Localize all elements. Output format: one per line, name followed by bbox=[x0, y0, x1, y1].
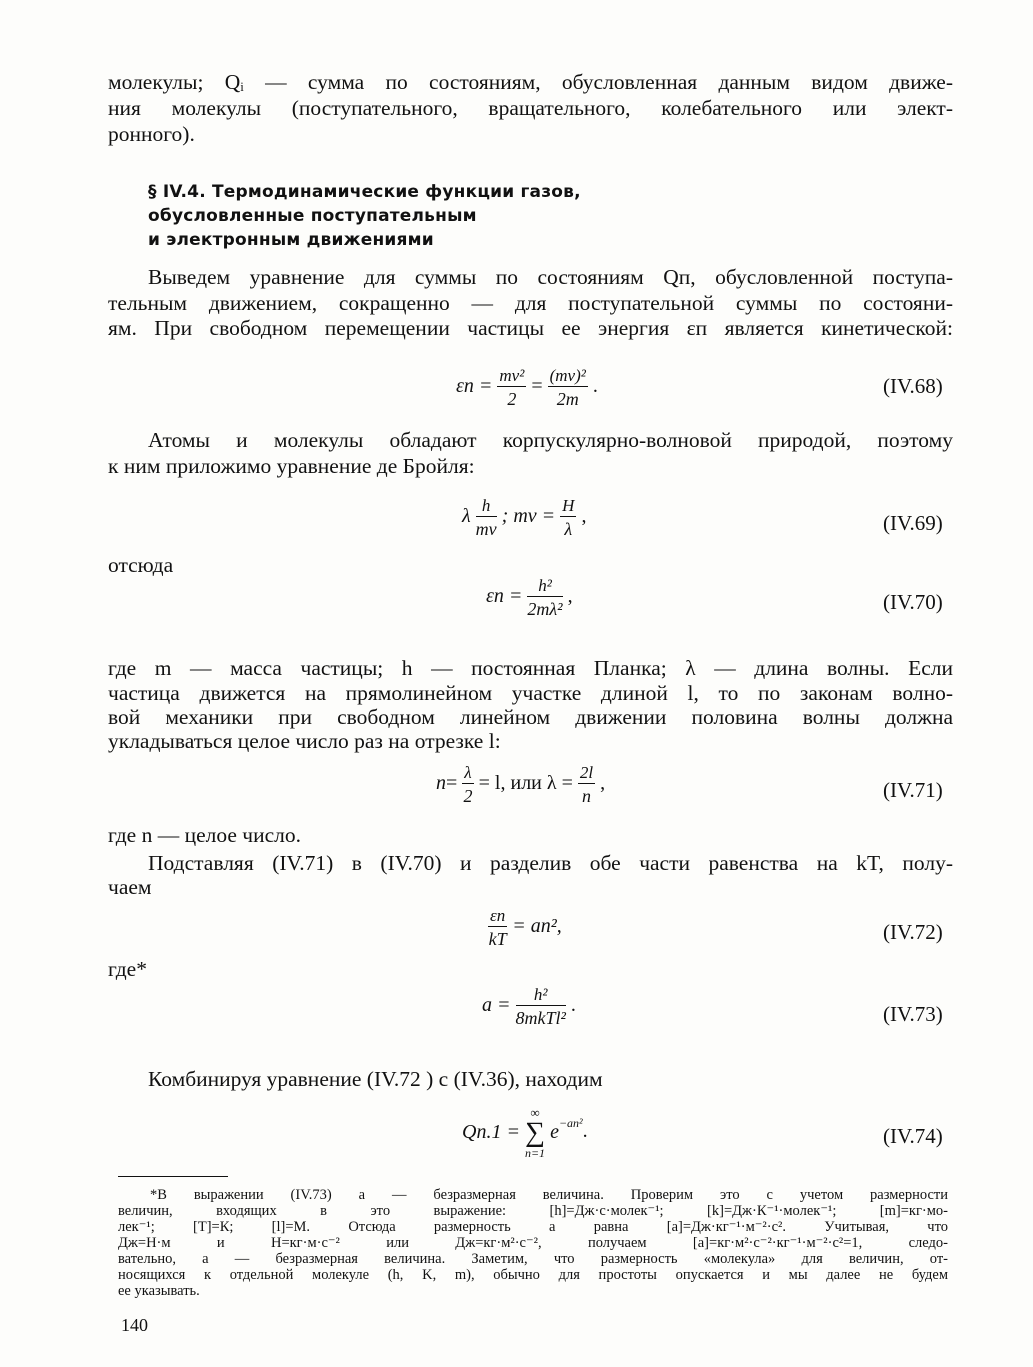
eq68-lhs: εп = bbox=[456, 375, 493, 398]
top-paragraph-line-3: ронного). bbox=[108, 122, 195, 146]
particle-paragraph-line-3: вой механики при свободном линейном движении половина волны должна bbox=[108, 705, 953, 729]
eq70-fraction: $\frac{\text{h²}}{\text{2mλ²}}$ bbox=[527, 576, 563, 619]
eq68-fraction-2: $\frac{\text{(mv)²}}{2m}$ bbox=[549, 366, 586, 409]
eq71-fraction-2: $\frac{2l}{n}$ bbox=[579, 763, 594, 806]
particle-paragraph-line-4: укладываться целое число раз на отрезке l: bbox=[108, 729, 501, 753]
particle-paragraph-line-1: где m — масса частицы; h — постоянная Планка; λ — длина волны. Если bbox=[108, 656, 953, 680]
equation-iv-71: n= $\frac{\lambda}{2}$ = l, или λ = $\frac{2l}{n}$ , bbox=[436, 763, 606, 806]
intro-paragraph-line-1: Выведем уравнение для суммы по состояниям Qп, обусловленной поступа- bbox=[148, 265, 953, 289]
where-star: где* bbox=[108, 957, 147, 981]
footnote-line-4: Дж=Н·м и Н=кг·м·с⁻² или Дж=кг·м²·с⁻², получаем [a]=кг·м²·с⁻²·кг⁻¹·м⁻²·с²=1, следо- bbox=[118, 1235, 948, 1251]
footnote-line-6: носящихся к отдельной молекуле (h, K, m), обычно для простоты опускается и мы далее не будем bbox=[118, 1267, 948, 1283]
eq73-fraction: $\frac{\text{h²}}{\text{8mkTl²}}$ bbox=[515, 985, 566, 1028]
substitute-paragraph-line-1: Подставляя (IV.71) в (IV.70) и разделив обе части равенства на kT, полу- bbox=[148, 851, 953, 875]
section-heading-line-2: обусловленные поступательным bbox=[148, 206, 477, 226]
eq68-fraction-1: $\frac{\text{mv²}}{2}$ bbox=[499, 366, 525, 409]
section-heading-line-1: § IV.4. Термодинамические функции газов, bbox=[148, 182, 581, 202]
intro-paragraph-line-3: ям. При свободном перемещении частицы ее энергия εп является кинетической: bbox=[108, 316, 953, 340]
page-number: 140 bbox=[121, 1315, 148, 1335]
particle-paragraph-line-2: частица движется на прямолинейном участке длиной l, то по законам волно- bbox=[108, 681, 953, 705]
footnote-rule bbox=[118, 1176, 228, 1177]
equation-iv-68: εп = $\frac{\text{mv²}}{2}$ = $\frac{\text{(mv)²}}{2m}$ . bbox=[456, 366, 598, 409]
eq72-fraction: $\frac{\varepsilon п}{kT}$ bbox=[488, 906, 507, 949]
equation-iv-72: $\frac{\varepsilon п}{kT}$ = an², bbox=[488, 906, 562, 949]
footnote-line-5: вательно, a — безразмерная величина. Заметим, что размерность «молекула» для величин, от- bbox=[118, 1251, 948, 1267]
equation-number-iv-72: (IV.72) bbox=[883, 920, 943, 944]
equation-number-iv-70: (IV.70) bbox=[883, 590, 943, 614]
footnote-line-2: величин, входящих в это выражение: [h]=Дж·с·молек⁻¹; [k]=Дж·К⁻¹·молек⁻¹; [m]=кг·мо- bbox=[118, 1203, 948, 1219]
word-otsyuda: отсюда bbox=[108, 553, 174, 577]
equation-number-iv-74: (IV.74) bbox=[883, 1124, 943, 1148]
substitute-paragraph-line-2: чаем bbox=[108, 875, 152, 899]
equation-number-iv-69: (IV.69) bbox=[883, 511, 943, 535]
equation-iv-70: εп = $\frac{\text{h²}}{\text{2mλ²}}$ , bbox=[486, 576, 573, 619]
equation-number-iv-73: (IV.73) bbox=[883, 1002, 943, 1026]
footnote-line-1: *В выражении (IV.73) a — безразмерная величина. Проверим это с учетом размерности bbox=[150, 1187, 948, 1203]
debroglie-paragraph-line-1: Атомы и молекулы обладают корпускулярно-волновой природой, поэтому bbox=[148, 428, 953, 452]
summation-sign: ∞ ∑ n=1 bbox=[524, 1105, 546, 1160]
equation-iv-69: λ $\frac{h}{mv}$ ; mv = $\frac{H}{\lambda}$ , bbox=[462, 496, 587, 539]
combine-line: Комбинируя уравнение (IV.72 ) с (IV.36), находим bbox=[148, 1067, 603, 1091]
eq69-fraction-1: $\frac{h}{mv}$ bbox=[475, 496, 497, 539]
eq69-fraction-2: $\frac{H}{\lambda}$ bbox=[562, 496, 575, 539]
footnote-line-3: лек⁻¹; [T]=К; [l]=М. Отсюда размерность a равна [a]=Дж·кг⁻¹·м⁻²·с². Учитывая, что bbox=[118, 1219, 948, 1235]
top-paragraph-line-1: молекулы; Qᵢ — сумма по состояниям, обусловленная данным видом движе- bbox=[108, 70, 953, 94]
equation-iv-74: Qп.1 = ∞ ∑ n=1 $e^{-an^2}$. bbox=[462, 1105, 588, 1160]
section-heading-line-3: и электронным движениями bbox=[148, 230, 434, 250]
eq71-fraction-1: $\frac{\lambda}{2}$ bbox=[463, 763, 473, 806]
equation-number-iv-68: (IV.68) bbox=[883, 374, 943, 398]
top-paragraph-line-2: ния молекулы (поступательного, вращательного, колебательного или элект- bbox=[108, 96, 953, 120]
footnote-line-7: ее указывать. bbox=[118, 1283, 200, 1299]
integer-line: где n — целое число. bbox=[108, 823, 302, 847]
equation-iv-73: a = $\frac{\text{h²}}{\text{8mkTl²}}$ . bbox=[482, 985, 576, 1028]
intro-paragraph-line-2: тельным движением, сокращенно — для поступательной суммы по состояни- bbox=[108, 291, 953, 315]
eq68-equals: = bbox=[531, 375, 543, 398]
debroglie-paragraph-line-2: к ним приложимо уравнение де Бройля: bbox=[108, 454, 475, 478]
equation-number-iv-71: (IV.71) bbox=[883, 778, 943, 802]
